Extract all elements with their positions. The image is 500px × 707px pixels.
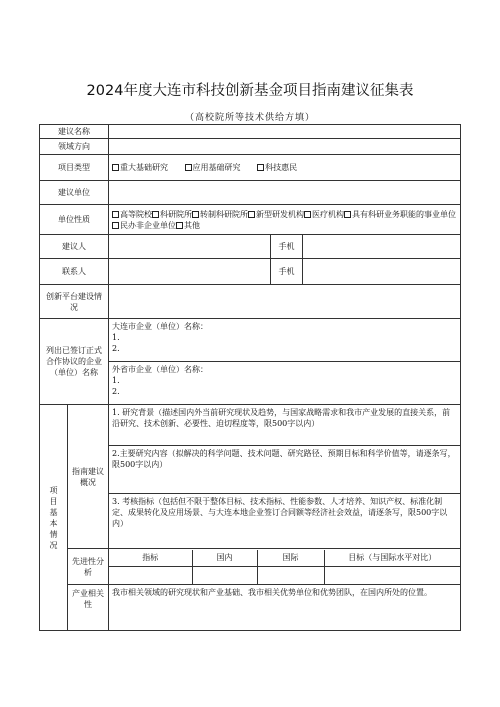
contact-phone-field[interactable] (303, 259, 461, 285)
other-province-enterprise-list[interactable]: 外省市企业（单位）名称： 1. 2. (109, 362, 461, 405)
suggestion-name-field[interactable] (109, 125, 461, 139)
checkbox-icon[interactable] (176, 222, 183, 229)
suggester-label: 建议人 (40, 235, 109, 259)
advanced-analysis-table (109, 550, 460, 584)
checkbox-icon[interactable] (192, 211, 199, 218)
agreement-label: 列出已签订正式 合作协议的企业 （单位）名称 (40, 319, 109, 405)
industry-relevance-field[interactable]: 我市相关领域的研究现状和产业基础、我市相关优势单位和优势团队，在国内所处的位置。 (109, 585, 461, 631)
checkbox-icon[interactable] (304, 211, 311, 218)
industry-relevance-label: 产业相关 性 (68, 585, 109, 631)
assessment-indicators-field[interactable]: 3. 考核指标（包括但不限于整体目标、技术指标、性能参数、人才培养、知识产权、标准化制定、成果转化及应用场景、与大连本地企业签订合同额等经济社会效益，请逐条写，限500字以内） (109, 494, 461, 549)
suggester-phone-field[interactable] (303, 235, 461, 259)
suggesting-unit-field[interactable] (109, 181, 461, 205)
proposal-form-table (39, 124, 461, 631)
platform-field[interactable] (109, 285, 461, 319)
form-title: 2024年度大连市科技创新基金项目指南建议征集表 (86, 83, 414, 99)
main-content-field[interactable]: 2.主要研究内容（拟解决的科学问题、技术问题、研究路径、预期目标和科学价值等，请逐条写，限500字以内） (109, 446, 461, 494)
contact-field[interactable] (109, 259, 271, 285)
checkbox-icon[interactable] (112, 211, 119, 218)
header-target: 目标（与国际水平对比） (324, 550, 460, 567)
checkbox-icon (112, 164, 119, 171)
unit-nature-options: 高等院校 科研院所 转制科研院所 新型研发机构 医疗机构 具有科研业务职能的事业单位民办非企业单位 其他 (109, 205, 461, 235)
checkbox-icon[interactable] (344, 211, 351, 218)
option-applied-basic[interactable]: 应用基础研究 (185, 163, 241, 172)
advanced-analysis-label: 先进性分 析 (68, 549, 109, 585)
cell-indicator[interactable] (109, 567, 192, 584)
field-direction-field[interactable] (109, 139, 461, 155)
cell-international[interactable] (257, 567, 324, 584)
advanced-analysis-grid (109, 549, 461, 585)
header-domestic: 国内 (192, 550, 257, 567)
checkbox-icon[interactable] (152, 211, 159, 218)
header-international: 国际 (257, 550, 324, 567)
header-indicator: 指标 (142, 553, 159, 563)
option-major-basic[interactable]: 重大基础研究 (112, 163, 168, 172)
guide-overview-label: 指南建议 概况 (68, 405, 109, 549)
project-type-label: 项目类型 (40, 155, 109, 181)
contact-label: 联系人 (40, 259, 109, 285)
option-tech-benefit[interactable]: 科技惠民 (257, 163, 297, 172)
field-direction-label: 领域方向 (40, 139, 109, 155)
checkbox-icon[interactable] (112, 222, 119, 229)
cell-domestic[interactable] (192, 567, 257, 584)
platform-label: 创新平台建设情 况 (40, 285, 109, 319)
form-subtitle: （高校院所等技术供给方填） (184, 113, 315, 123)
research-background-field[interactable]: 1. 研究背景（描述国内外当前研究现状及趋势，与国家战略需求和我市产业发展的直接关系，前沿研究、技术创新、必要性、迫切程度等，限500字以内） (109, 405, 461, 446)
cell-target[interactable] (324, 567, 460, 584)
project-basic-label: 项 目 基 本 情 况 (40, 405, 68, 631)
checkbox-icon (257, 164, 264, 171)
suggester-phone-label: 手机 (271, 235, 303, 259)
suggestion-name-label: 建议名称 (40, 125, 109, 139)
suggesting-unit-label: 建议单位 (40, 181, 109, 205)
suggester-field[interactable] (109, 235, 271, 259)
dalian-enterprise-list[interactable]: 大连市企业（单位）名称： 1. 2. (109, 319, 461, 362)
contact-phone-label: 手机 (271, 259, 303, 285)
checkbox-icon[interactable] (248, 211, 255, 218)
unit-nature-label: 单位性质 (40, 205, 109, 235)
project-type-options (109, 155, 461, 181)
checkbox-icon (185, 164, 192, 171)
